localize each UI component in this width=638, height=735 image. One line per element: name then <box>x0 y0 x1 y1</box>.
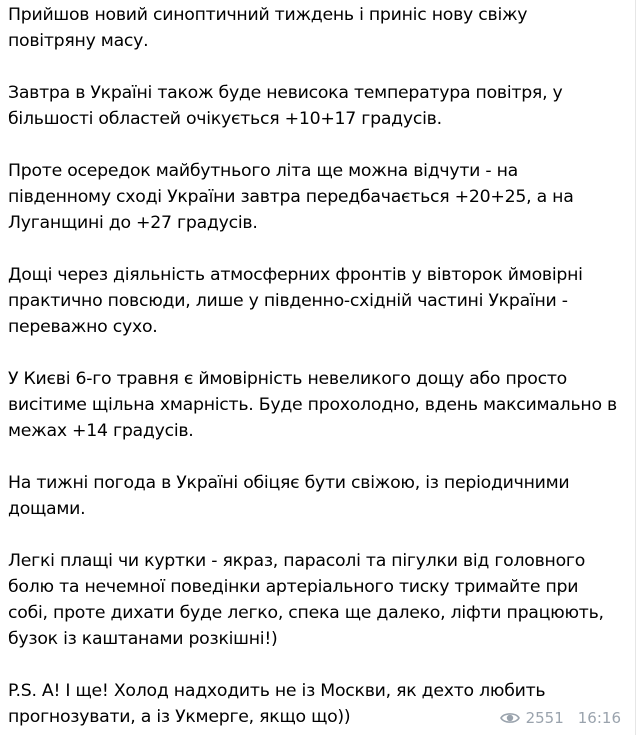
message-text <box>8 2 618 730</box>
message-meta <box>500 707 621 729</box>
message-paragraph: Завтра в Україні також буде невисока температура повітря, у більшості областей очікується +10+17 градусів. <box>8 83 563 129</box>
message-paragraph: Прийшов новий синоптичний тиждень і приніс нову свіжу повітряну масу. <box>8 5 528 51</box>
message-paragraph: Легкі плащі чи куртки - якраз, парасолі та пігулки від головного болю та нечемної поведінки артеріального тиску тримайте при собі, проте дихати буде легко, спека ще далеко, ліфти працюють, бузок із каштанами розкішні!) <box>8 551 604 649</box>
view-count: 2551 <box>525 709 564 727</box>
message-paragraph: У Києві 6-го травня є ймовірність невеликого дощу або просто висітиме щільна хмарність. Буде прохолодно, вдень максимально в межах +14 градусів. <box>8 369 617 441</box>
message-paragraph: Дощі через діяльність атмосферних фронтів у вівторок ймовірні практично повсюди, лише у південно-східній частині України - переважно сухо. <box>8 265 583 337</box>
message-paragraph: P.S. А! І ще! Холод надходить не із Москви, як дехто любить прогнозувати, а із Укмерге, якщо що)) <box>8 681 546 727</box>
message-paragraph: На тижні погода в Україні обіцяє бути свіжою, із періодичними дощами. <box>8 473 570 519</box>
message-time: 16:16 <box>577 709 621 727</box>
message-paragraph: Проте осередок майбутнього літа ще можна відчути - на південному сході України завтра передбачається +20+25, а на Луганщині до +27 градусів. <box>8 161 574 233</box>
eye-icon <box>500 711 520 725</box>
